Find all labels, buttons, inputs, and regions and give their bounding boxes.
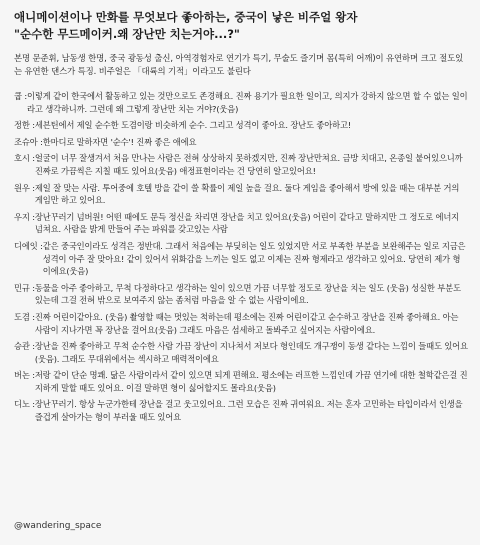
member-name: 원우 : <box>14 182 35 193</box>
comment-entry <box>14 152 468 177</box>
comment-entry <box>14 398 468 423</box>
member-name: 우지 : <box>14 211 35 222</box>
comment-entry <box>14 282 468 307</box>
member-name: 쿱 : <box>14 91 27 101</box>
comment-text: 이렇게 같이 한국에서 활동하고 있는 것만으로도 존경해요. 진짜 용기가 필요한 일이고, 의지가 강하지 않으면 할 수 없는 일이라고 생각하니까. 그런데 왜 그렇게 장난만 치는 거야?(웃음) <box>27 91 468 114</box>
comment-text: 제일 잘 맞는 사람. 투어중에 호텔 방을 같이 쓸 확률이 제일 높을 걸요. 둘다 게임을 좋아해서 방에 있을 때는 대부분 거의 게임만 하고 있어요. <box>34 182 460 206</box>
comment-entry <box>14 311 468 336</box>
member-name: 버논 : <box>14 370 35 381</box>
comment-entry <box>14 119 468 132</box>
author-handle: @wandering_space <box>14 521 102 531</box>
comment-text: 장난을 진짜 좋아하고 무척 순수한 사람 가끔 장난이 지나쳐서 저보다 형인데도 개구쟁이 동생 같다는 느낌이 들때도 있어요(웃음). 그래도 무대위에서는 섹시하고 매력적이에요 <box>34 341 468 364</box>
member-name: 도겸 : <box>14 311 35 322</box>
comment-text: 얼굴이 너무 잘생겨서 처음 만나는 사람은 전혀 상상하지 못하겠지만, 진짜 장난만쳐요. 금방 치대고, 온종일 붙어있으니까 진짜로 가끔씩은 지칠 때도 있어요(웃음) 애정표현이라는 건 당연히 알고있어요! <box>34 153 463 176</box>
comment-entry <box>14 340 468 365</box>
member-name: 호시 : <box>14 153 35 164</box>
member-name: 승관 : <box>14 341 35 352</box>
comment-entry <box>14 90 468 115</box>
comment-entry <box>14 182 468 207</box>
member-name: 디노 : <box>14 399 35 410</box>
comment-text: 한마디로 말하자면 '순수'! 진짜 좋은 애에요 <box>42 136 197 147</box>
comment-text: 진짜 어린이같아요. (웃음) 촬영할 때는 멋있는 척하는데 평소에는 진짜 어린이같고 순수하고 장난을 진짜 좋아해요. 아는 사람이 지나가면 꼭 장난을 걸어요(웃음) 그래도 마음은 섬세하고 돌봐주고 싶어지는 사람이에요. <box>34 311 459 335</box>
member-name: 조슈아 : <box>14 136 43 147</box>
member-name: 민규 : <box>14 282 35 293</box>
member-name: 디에잇 : <box>14 240 43 251</box>
comment-text: 동물을 아주 좋아하고, 무척 다정하다고 생각하는 일이 있으면 가끔 너무할 정도로 장난을 치는 일도 (웃음) 성실한 부분도 있는데 그걸 전혀 밖으로 보여주지 않는 좀처럼 마음을 알 수 없는 사람이에요. <box>34 282 461 306</box>
comment-entry <box>14 240 468 278</box>
comment-entry <box>14 369 468 394</box>
comment-text: 같은 중국인이라도 성격은 정반대. 그래서 처음에는 부딪히는 일도 있었지만 서로 부족한 부분을 보완해주는 일로 지금은 성격이 아주 잘 맞아요! 같이 있어서 위화감을 느끼는 일도 없고 이제는 진짜 형제라고 생각하고 있어요. 당연히 제가 형이에요(웃음) <box>42 240 466 277</box>
member-name: 정한 : <box>14 120 35 131</box>
comment-entry <box>14 136 468 149</box>
member-comments <box>14 90 468 424</box>
title-line-1: 애니메이션이나 만화를 무엇보다 좋아하는, 중국이 낳은 비주얼 왕자 <box>14 10 358 24</box>
comment-text: 세븐틴에서 제일 순수한 도겸이랑 비슷하게 순수. 그리고 성격이 좋아요. 장난도 좋아하고! <box>34 120 352 131</box>
intro-paragraph: 본명 문준휘, 남동생 한명, 중국 광동성 출신, 아역경험자로 연기가 특기, 무술도 즐기며 몸(특히 어깨)이 유연하며 크고 절도있는 유연한 댄스가 특징. 비주얼은 「대륙의 기적」이라고도 불린다 <box>14 53 464 76</box>
comment-entry <box>14 211 468 236</box>
comment-text: 장난꾸러기 넘버원! 어떤 때에도 문득 정신을 차리면 장난을 치고 있어요(웃음) 어린이 같다고 말하지만 그 정도로 에너지 넘쳐요. 사람을 밝게 만들어 주는 파워를 갖고있는 사람 <box>34 211 460 235</box>
comment-text: 저랑 같이 단순 명쾌. 닮은 사람이라서 같이 있으면 되게 편해요. 평소에는 러프한 느낌인데 가끔 연기에 대한 철학같은걸 진지하게 말할 때도 있어요. 이걸 말하면 형이 싫어할지도 몰라요(웃음) <box>34 370 468 393</box>
title-line-2: "순수한 무드메이커.왜 장난만 치는거야...?" <box>14 27 240 41</box>
comment-text: 장난꾸러기. 항상 누군가한테 장난을 걸고 웃고있어요. 그런 모습은 진짜 귀여워요. 저는 혼자 고민하는 타입이라서 인생을 즐겁게 살아가는 형이 부러울 때도 있어요 <box>34 399 463 423</box>
